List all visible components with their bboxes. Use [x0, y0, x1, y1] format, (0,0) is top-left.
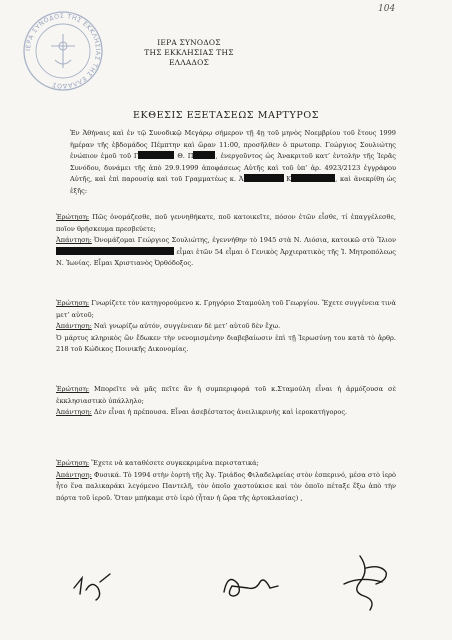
signature-2 — [214, 562, 284, 608]
answer-label: Ἀπάντηση: — [56, 236, 92, 245]
question-label: Ἐρώτηση: — [56, 459, 90, 467]
question-text: Ἔχετε νὰ καταθέσετε συγκεκριμένα περιστατικά; — [89, 459, 259, 467]
intro-text-d: Κ — [283, 175, 292, 184]
answer-label: Ἀπάντηση: — [56, 470, 92, 479]
question-label: Ἐρώτηση: — [56, 299, 90, 307]
org-line-2: ΤΗΣ ΕΚΚΛΗΣΙΑΣ ΤΗΣ ΕΛΛΑΔΟΣ — [144, 48, 234, 67]
redacted-block — [244, 174, 284, 182]
question-label: Ἐρώτηση: — [56, 385, 90, 393]
answer-label: Ἀπάντηση: — [56, 408, 92, 417]
intro-text-a: Ἐν Ἀθήναις καὶ ἐν τῷ Συνοδικῷ Μεγάρῳ σήμερον τῇ 4ῃ τοῦ μηνὸς Νοεμβρίου τοῦ ἔτους 1999 ἡμέραν τῆς ἑβδομάδος Πέμπτην καὶ ὥραν 11:00, προσῆλθεν ὁ πρωτοπρ. Γεώργιος Σουλιώτης ἐνώπιον ἐμοῦ τοῦ Γ — [70, 129, 396, 161]
redacted-block — [291, 174, 335, 182]
answer-text: Ὀνομάζομαι Γεώργιος Σουλιώτης, ἐγεννήθην τὸ 1945 στὰ Ν. Λιόσια, κατοικῶ στὸ Ἴλιον — [91, 236, 396, 245]
svg-text:ΙΕΡΑ ΣΥΝΟΔΟΣ ΤΗΣ ΕΚΚΛΗΣΙΑΣ ΤΗΣ: ΙΕΡΑ ΣΥΝΟΔΟΣ ΤΗΣ ΕΚΚΛΗΣΙΑΣ ΤΗΣ ΕΛΛΑΔΟΣ — [24, 12, 102, 90]
qa-block-2 — [56, 298, 396, 356]
document-title: ΕΚΘΕΣΙΣ ΕΞΕΤΑΣΕΩΣ ΜΑΡΤΥΡΟΣ — [132, 110, 320, 121]
org-line-1: ΙΕΡΑ ΣΥΝΟΔΟΣ — [157, 38, 221, 47]
redacted-block — [56, 247, 174, 255]
answer-text: Δὲν εἶναι ἡ πρέπουσα. Εἶναι ἀσεβέστατος ἀνειλικρινὴς καὶ ἱεροκατήγορος. — [91, 408, 348, 417]
question-text: Μπορεῖτε νὰ μᾶς πεῖτε ἂν ἡ συμπεριφορά τοῦ κ.Σταμούλη εἶναι ἡ ἁρμόζουσα σὲ ἐκκλησιαστικὸ ὑπάλληλο; — [56, 385, 396, 405]
organization-header — [124, 38, 254, 68]
qa-block-3 — [56, 384, 396, 419]
answer-text: Ναὶ γνωρίζω αὐτόν, συγγένειαν δὲ μετ’ αὐτοῦ δὲν ἔχω. — [91, 322, 281, 331]
oath-note: Ὁ μάρτυς κληρικὸς ὢν ἔδωκεν τὴν νενομισμένην διαβεβαίωσιν ἐπὶ τῇ Ἱερωσύνῃ του κατὰ τὸ ἄρθρ. 218 τοῦ Κώδικος Ποινικῆς Δικονομίας. — [56, 333, 396, 354]
synod-seal-stamp — [22, 10, 104, 92]
page-number: 104 — [378, 4, 396, 14]
intro-text-e: , καὶ ἀνεκρίθη ὡς ἑξῆς: — [70, 175, 396, 195]
qa-block-1 — [56, 212, 396, 270]
intro-text-c: , ἐνεργοῦντος ὡς Ἀνακριτοῦ κατ’ ἐντολὴν τῆς Ἱερᾶς Συνόδου, δυνάμει τῆς ἀπὸ 29.9.1999 ἀποφάσεως Αὐτῆς καὶ τοῦ ὑπ’ ἀρ. 4923/2123 ἐγγράφου Αὐτῆς, καὶ ἐπὶ παρουσίᾳ καὶ τοῦ Γραμματέως κ. Ἀ — [70, 152, 396, 184]
redacted-block — [138, 151, 174, 159]
question-text: Γνωρίζετε τὸν κατηγορούμενο κ. Γρηγόριο Σταμούλη τοῦ Γεωργίου. Ἔχετε συγγένεια τινὰ μετ’ αὐτοῦ; — [56, 299, 396, 319]
question-text: Πῶς ὀνομάζεσθε, ποῦ γεννηθήκατε, ποῦ κατοικεῖτε, πόσον ἐτῶν εἶσθε, τί ἐπαγγέλεσθε, ποῖον θρήσκευμα πρεσβεύετε; — [56, 213, 396, 233]
signature-1 — [66, 560, 126, 610]
answer-label: Ἀπάντηση: — [56, 322, 92, 331]
intro-text-b: Θ. Π — [174, 152, 194, 161]
answer-text-cont: εἶμαι ἐτῶν 54 εἶμαι ὁ Γενικὸς Ἀρχιερατικὸς τῆς Ἱ. Μητροπόλεως Ν. Ἰωνίας. Εἶμαι Χριστιανὸς Ὀρθόδοξος. — [56, 247, 396, 268]
signature-3 — [330, 548, 400, 618]
answer-text: Φυσικά. Τὸ 1994 στὴν ἑορτὴ τῆς Ἁγ. Τριάδος Φιλαδελφείας στὸν ἑσπερινό, μέσα στὸ ἱερὸ ἦτο ἕνα παλικαράκι λεγόμενο Παντελῆ, τὸν ὁποῖο χαστούκισε καὶ τὸν ὁποῖο πέταξε ἔξω ἀπὸ τὴν πόρτα τοῦ ἱεροῦ. Ὅταν μπήκαμε στὸ ἱερὸ (ἦταν ἡ ὥρα τῆς ἀρτοκλασίας) , — [56, 470, 396, 502]
question-label: Ἐρώτηση: — [56, 213, 90, 221]
redacted-block — [193, 151, 215, 159]
qa-block-4 — [56, 458, 396, 504]
intro-paragraph — [56, 128, 396, 198]
